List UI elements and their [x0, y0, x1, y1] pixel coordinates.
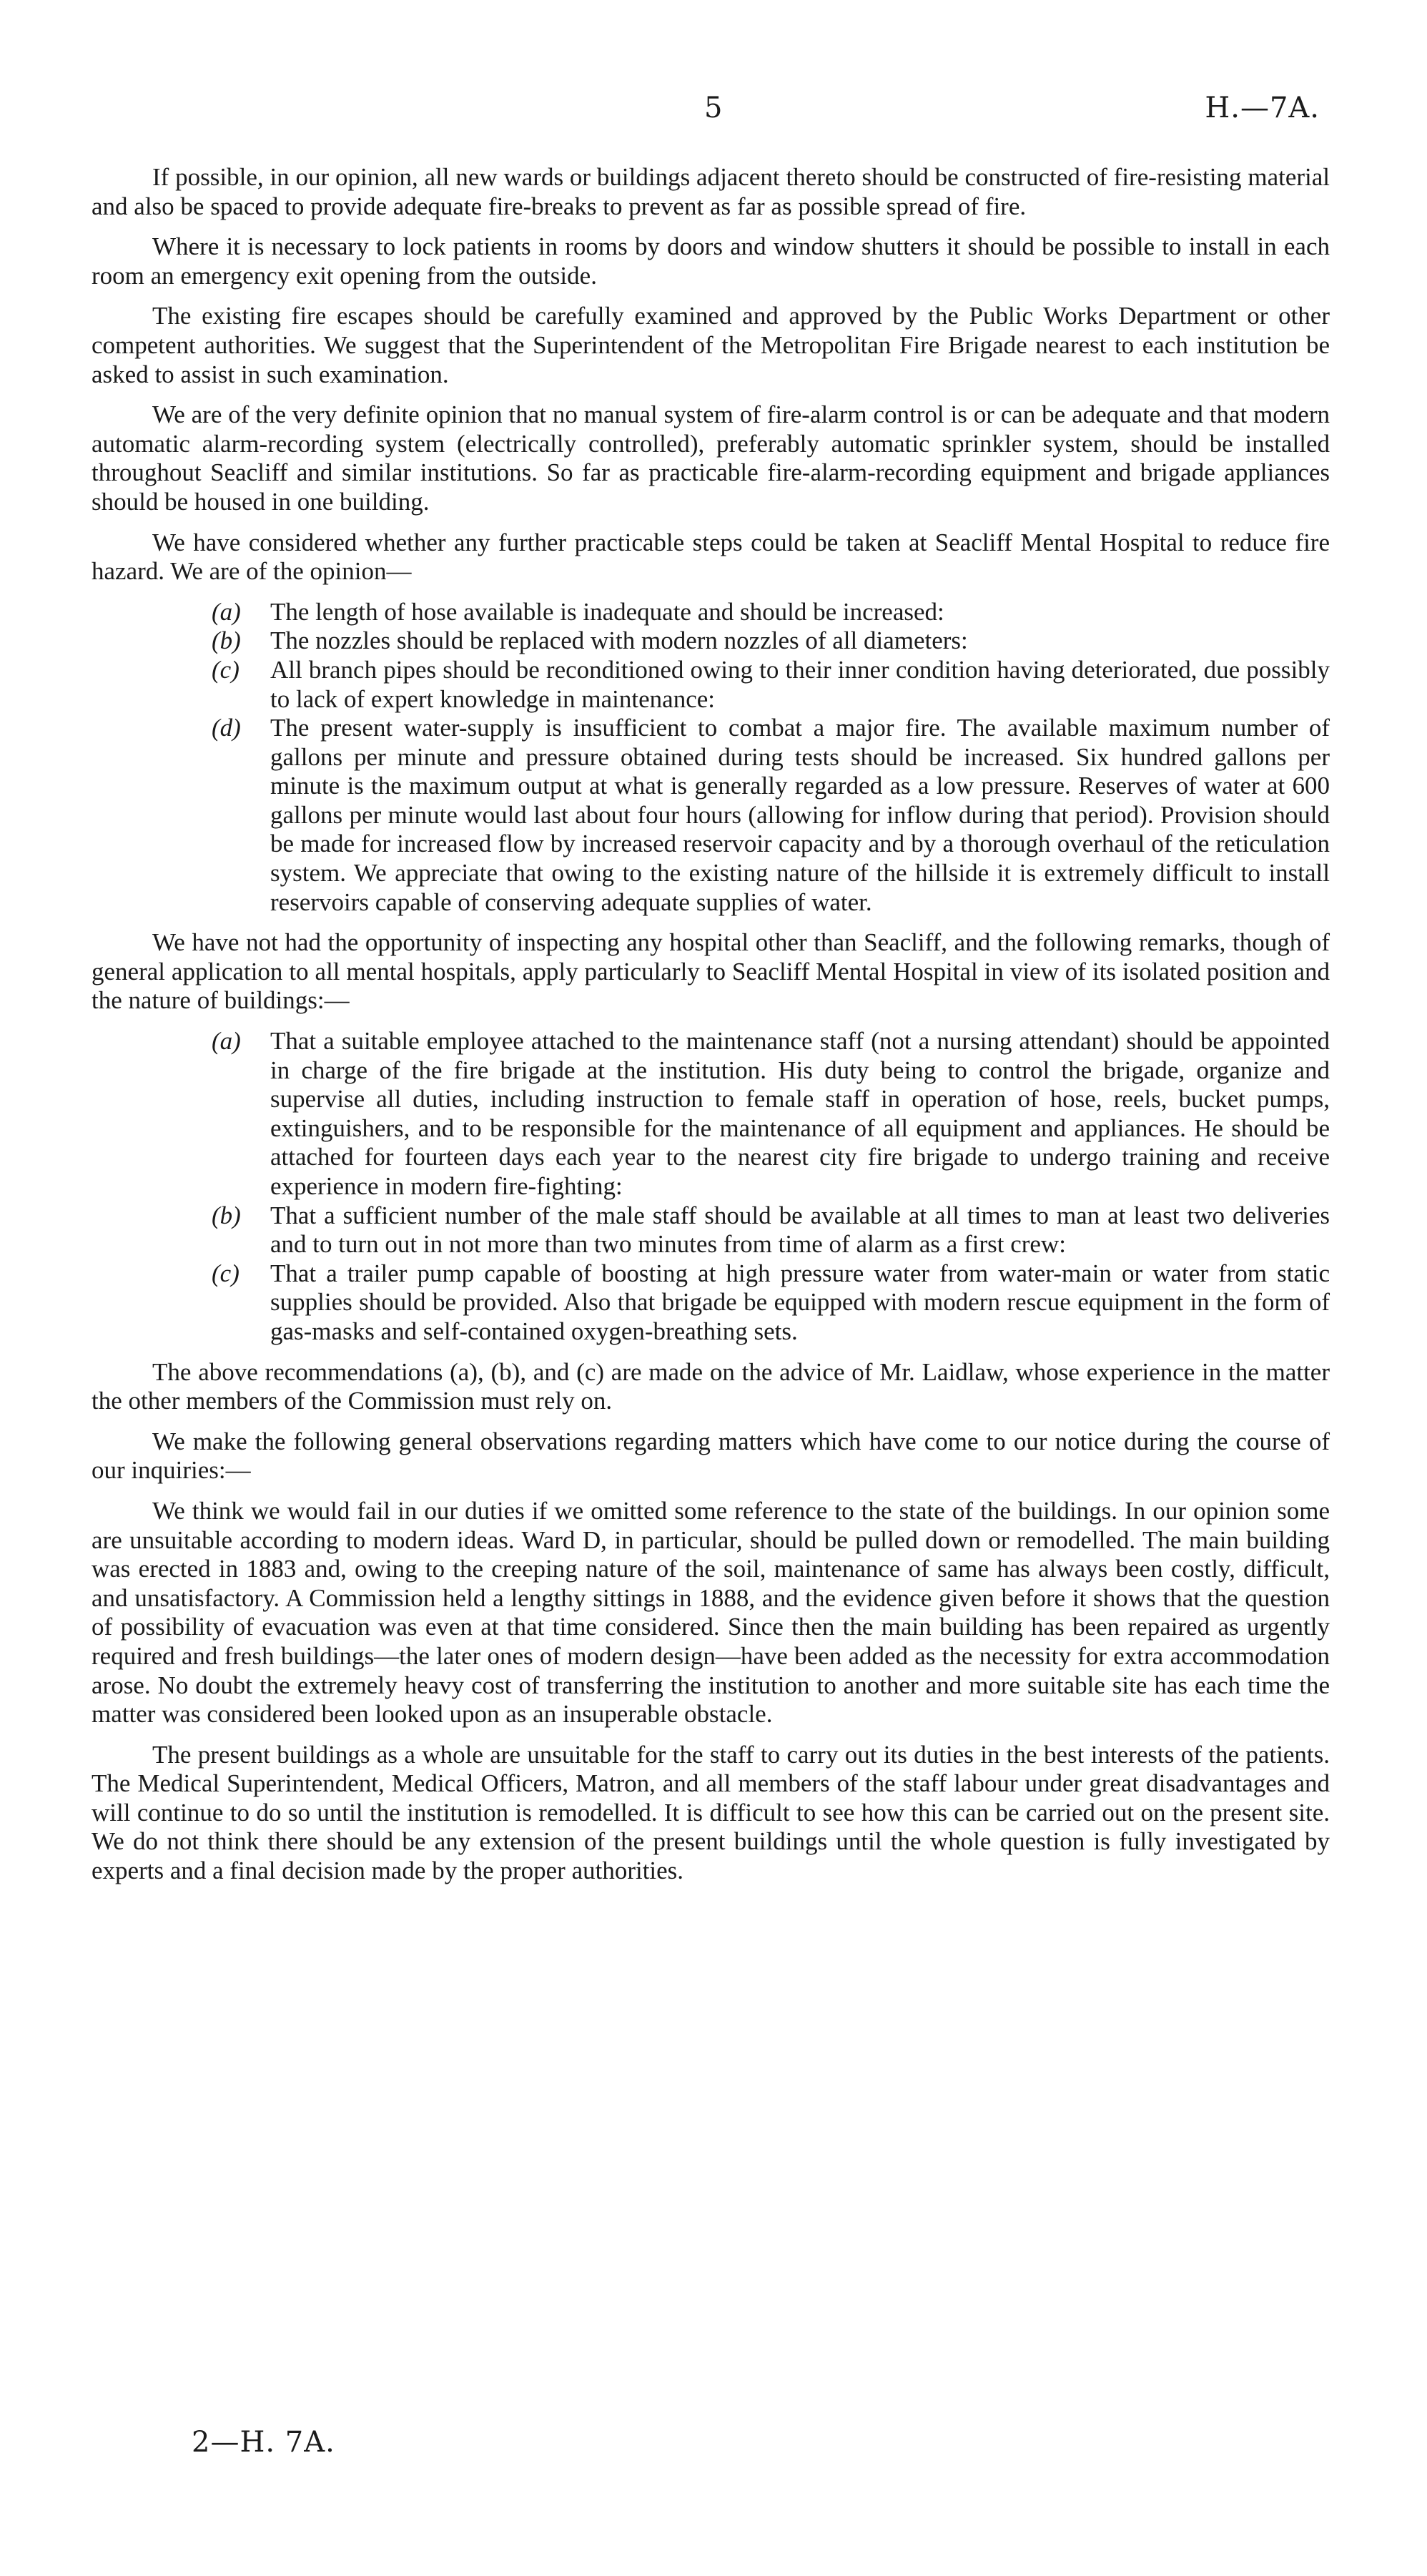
paragraph-alarm-system: We are of the very definite opinion that no manual system of fire-alarm control is or can be adequate and that modern automatic alarm-recording system (electrically controlled), preferably automatic sprinkler system, should be installed throughout Seacliff and similar institutions. So far as practicable fire-alarm-recording equipment and brigade appliances should be housed in one building. — [92, 400, 1330, 516]
paragraph-fire-hazard-opinion: We have considered whether any further practicable steps could be taken at Seacliff Mental Hospital to reduce fire hazard. We are of the opinion— — [92, 528, 1330, 586]
paragraph-present-buildings: The present buildings as a whole are unsuitable for the staff to carry out its duties in the best interests of the patients. The Medical Superintendent, Medical Officers, Matron, and all members of the staff labour under great disadvantages and will continue to do so until the institution is remodelled. It is difficult to see how this can be carried out on the present site. We do not think there should be any extension of the present buildings until the whole question is fully investigated by experts and a final decision made by the proper authorities. — [92, 1740, 1330, 1885]
list-item-label: (a) — [212, 1027, 241, 1056]
page-footer-signature: 2—H. 7A. — [192, 2426, 335, 2459]
page-header — [0, 92, 1427, 134]
staff-recommendations-list — [92, 1027, 1330, 1347]
list-item-text: That a suitable employee attached to the maintenance staff (not a nursing attendant) should be appointed in charge of the fire brigade at the institution. His duty being to control the brigade, organize and supervise all duties, including instruction to female staff in operation of hose, reels, bucket pumps, extinguishers, and to be responsible for the maintenance of all equipment and appliances. He should be attached for fourteen days each year to the nearest city fire brigade to undergo training and receive experience in modern fire-fighting: — [270, 1027, 1330, 1200]
list-item-label: (c) — [212, 1259, 240, 1287]
list-item — [92, 714, 1330, 917]
list-item-label: (c) — [212, 655, 240, 684]
list-item-text: That a trailer pump capable of boosting at high pressure water from water-main or water from static supplies should be provided. Also that brigade be equipped with modern rescue equipment in the form of gas-masks and self-contained oxygen-breathing sets. — [270, 1259, 1330, 1345]
paragraph-state-of-buildings: We think we would fail in our duties if we omitted some reference to the state of the buildings. In our opinion some are unsuitable according to modern ideas. Ward D, in particular, should be pulled down or remodelled. The main building was erected in 1883 and, owing to the creeping nature of the soil, maintenance of same has always been costly, difficult, and unsatisfactory. A Commission held a lengthy sittings in 1888, and the evidence given before it shows that the question of possibility of evacuation was even at that time considered. Since then the main building has been repaired as urgently required and fresh buildings—the later ones of modern design—have been added as the necessity for extra accommodation arose. No doubt the extremely heavy cost of transferring the institution to another and more suitable site has each time the matter was considered been looked upon as an insuperable obstacle. — [92, 1496, 1330, 1729]
paragraph-seacliff-remarks: We have not had the opportunity of inspecting any hospital other than Seacliff, and the following remarks, though of general application to all mental hospitals, apply particularly to Seacliff Mental Hospital in view of its isolated position and the nature of buildings:— — [92, 928, 1330, 1015]
list-item-text: All branch pipes should be reconditioned owing to their inner condition having deteriorated, due possibly to lack of expert knowledge in maintenance: — [270, 655, 1330, 713]
fire-hazard-list — [92, 598, 1330, 918]
list-item-text: The length of hose available is inadequate and should be increased: — [270, 597, 944, 626]
list-item — [92, 1259, 1330, 1347]
list-item — [92, 626, 1330, 656]
paragraph-laidlaw-advice: The above recommendations (a), (b), and (c) are made on the advice of Mr. Laidlaw, whose experience in the matter the other members of the Commission must rely on. — [92, 1357, 1330, 1415]
page-number: 5 — [704, 92, 723, 124]
document-body — [92, 163, 1330, 1897]
list-item-label: (a) — [212, 597, 241, 626]
paragraph-fire-resisting: If possible, in our opinion, all new wards or buildings adjacent thereto should be constructed of fire-resisting material and also be spaced to provide adequate fire-breaks to prevent as far as possible spread of fire. — [92, 163, 1330, 220]
list-item-text: That a sufficient number of the male staff should be available at all times to man at least two deliveries and to turn out in not more than two minutes from time of alarm as a first crew: — [270, 1201, 1330, 1259]
list-item-label: (b) — [212, 626, 241, 655]
list-item — [92, 656, 1330, 714]
list-item-label: (d) — [212, 714, 241, 742]
list-item — [92, 1201, 1330, 1259]
paragraph-emergency-exit: Where it is necessary to lock patients in rooms by doors and window shutters it should be possible to install in each room an emergency exit opening from the outside. — [92, 232, 1330, 290]
document-reference: H.—7A. — [1205, 92, 1320, 124]
paragraph-general-observations: We make the following general observations regarding matters which have come to our notice during the course of our inquiries:— — [92, 1427, 1330, 1485]
paragraph-fire-escapes: The existing fire escapes should be carefully examined and approved by the Public Works Department or other competent authorities. We suggest that the Superintendent of the Metropolitan Fire Brigade nearest to each institution be asked to assist in such examination. — [92, 302, 1330, 388]
list-item — [92, 598, 1330, 627]
list-item-label: (b) — [212, 1201, 241, 1229]
list-item-text: The present water-supply is insufficient to combat a major fire. The available maximum number of gallons per minute and pressure obtained during tests should be increased. Six hundred gallons per minute is the maximum output at what is generally regarded as a low pressure. Reserves of water at 600 gallons per minute would last about four hours (allowing for inflow during that period). Provision should be made for increased flow by increased reservoir capacity and by a thorough overhaul of the reticulation system. We appreciate that owing to the existing nature of the hillside it is extremely difficult to install reservoirs capable of conserving adequate supplies of water. — [270, 714, 1330, 916]
list-item-text: The nozzles should be replaced with modern nozzles of all diameters: — [270, 626, 968, 655]
list-item — [92, 1027, 1330, 1201]
